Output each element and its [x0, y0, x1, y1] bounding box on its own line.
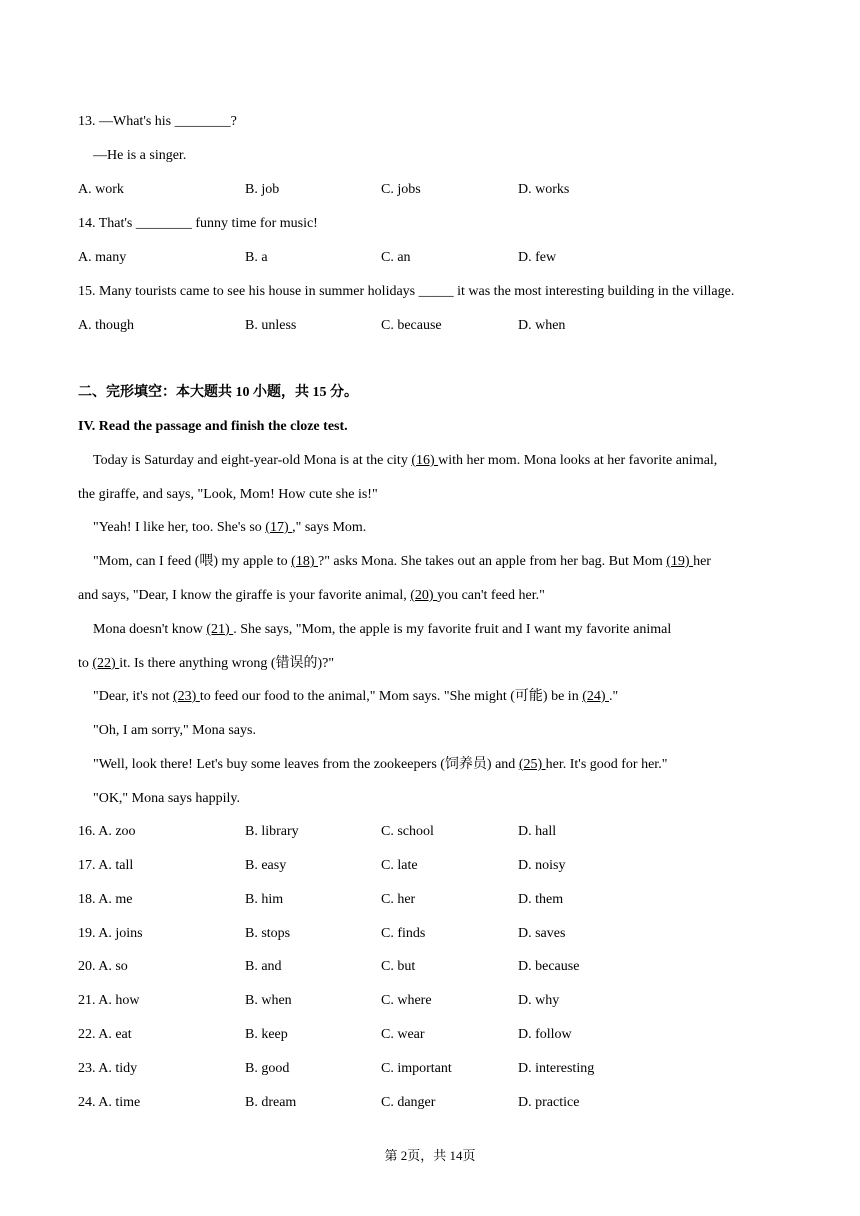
- option-d: D. practice: [518, 1095, 580, 1110]
- option-a: A. many: [78, 250, 127, 265]
- section-heading: 二、完形填空：本大题共 10 小题，共 15 分。: [78, 385, 358, 400]
- option-c: C. danger: [381, 1095, 436, 1110]
- blank-17: (17): [265, 520, 293, 535]
- option-d: D. follow: [518, 1027, 572, 1042]
- option-d: D. them: [518, 892, 564, 907]
- question-13-stem: 13. —What's his ________?: [78, 114, 237, 129]
- option-d: D. works: [518, 182, 570, 197]
- passage-line: Today is Saturday and eight-year-old Mona is at the city (16) with her mom. Mona looks at her favorite animal,: [93, 453, 718, 468]
- option-b: B. easy: [245, 858, 287, 873]
- option-c: C. wear: [381, 1027, 425, 1042]
- option-c: C. jobs: [381, 182, 421, 197]
- option-a: A. work: [78, 182, 124, 197]
- passage-line: "Oh, I am sorry," Mona says.: [93, 723, 256, 738]
- option-a: 17. A. tall: [78, 858, 134, 873]
- option-b: B. stops: [245, 926, 291, 941]
- option-c: C. late: [381, 858, 418, 873]
- blank-16: (16): [411, 453, 439, 468]
- option-b: B. unless: [245, 318, 297, 333]
- passage-line: Mona doesn't know (21) . She says, "Mom, the apple is my favorite fruit and I want my favorite animal: [93, 622, 672, 637]
- option-b: B. when: [245, 993, 292, 1008]
- blank-22: (22): [92, 656, 120, 671]
- passage-line: "Well, look there! Let's buy some leaves from the zookeepers (饲养员) and (25) her. It's good for her.": [93, 757, 668, 772]
- blank-18: (18): [291, 554, 318, 569]
- option-c: C. school: [381, 824, 434, 839]
- option-d: D. why: [518, 993, 560, 1008]
- option-a: 24. A. time: [78, 1095, 141, 1110]
- option-a: 22. A. eat: [78, 1027, 132, 1042]
- question-14-stem: 14. That's ________ funny time for music!: [78, 216, 318, 231]
- page-footer: 第 2页，共 14页: [384, 1148, 476, 1163]
- section-subheading: IV. Read the passage and finish the cloze test.: [78, 419, 348, 434]
- option-c: C. her: [381, 892, 416, 907]
- passage-line: "Yeah! I like her, too. She's so (17) ," says Mom.: [93, 520, 367, 535]
- option-b: B. library: [245, 824, 299, 839]
- option-b: B. and: [245, 959, 282, 974]
- option-b: B. keep: [245, 1027, 288, 1042]
- option-d: D. when: [518, 318, 566, 333]
- option-c: C. an: [381, 250, 411, 265]
- option-d: D. hall: [518, 824, 557, 839]
- blank-25: (25): [518, 757, 546, 772]
- option-d: D. few: [518, 250, 557, 265]
- option-d: D. interesting: [518, 1061, 595, 1076]
- option-b: B. good: [245, 1061, 290, 1076]
- option-a: 20. A. so: [78, 959, 128, 974]
- option-a: 21. A. how: [78, 993, 140, 1008]
- option-c: C. but: [381, 959, 416, 974]
- blank-21: (21): [206, 622, 234, 637]
- blank-24: (24): [582, 689, 610, 704]
- passage-line: "Mom, can I feed (喂) my apple to (18) ?" asks Mona. She takes out an apple from her bag. But Mom (19) her: [93, 554, 711, 569]
- passage-line: "Dear, it's not (23) to feed our food to the animal," Mom says. "She might (可能) be in (24) .": [93, 689, 619, 704]
- blank-23: (23): [173, 689, 200, 704]
- option-a: A. though: [78, 318, 134, 333]
- blank-20: (20): [410, 588, 438, 603]
- passage-line: "OK," Mona says happily.: [93, 791, 241, 806]
- option-d: D. noisy: [518, 858, 566, 873]
- option-c: C. important: [381, 1061, 452, 1076]
- question-15-stem: 15. Many tourists came to see his house in summer holidays _____ it was the most interesting building in the village.: [78, 284, 735, 299]
- option-b: B. dream: [245, 1095, 297, 1110]
- question-13-reply: —He is a singer.: [93, 148, 187, 163]
- option-b: B. job: [245, 182, 280, 197]
- passage-line: the giraffe, and says, "Look, Mom! How cute she is!": [78, 487, 378, 502]
- option-a: 16. A. zoo: [78, 824, 136, 839]
- option-a: 18. A. me: [78, 892, 133, 907]
- option-b: B. him: [245, 892, 284, 907]
- option-d: D. saves: [518, 926, 566, 941]
- option-c: C. finds: [381, 926, 426, 941]
- passage-line: and says, "Dear, I know the giraffe is your favorite animal, (20) you can't feed her.": [78, 588, 545, 603]
- option-c: C. where: [381, 993, 432, 1008]
- blank-19: (19): [666, 554, 694, 569]
- option-d: D. because: [518, 959, 580, 974]
- option-c: C. because: [381, 318, 442, 333]
- option-a: 23. A. tidy: [78, 1061, 138, 1076]
- passage-line: to (22) it. Is there anything wrong (错误的)?": [78, 656, 335, 671]
- option-b: B. a: [245, 250, 268, 265]
- option-a: 19. A. joins: [78, 926, 143, 941]
